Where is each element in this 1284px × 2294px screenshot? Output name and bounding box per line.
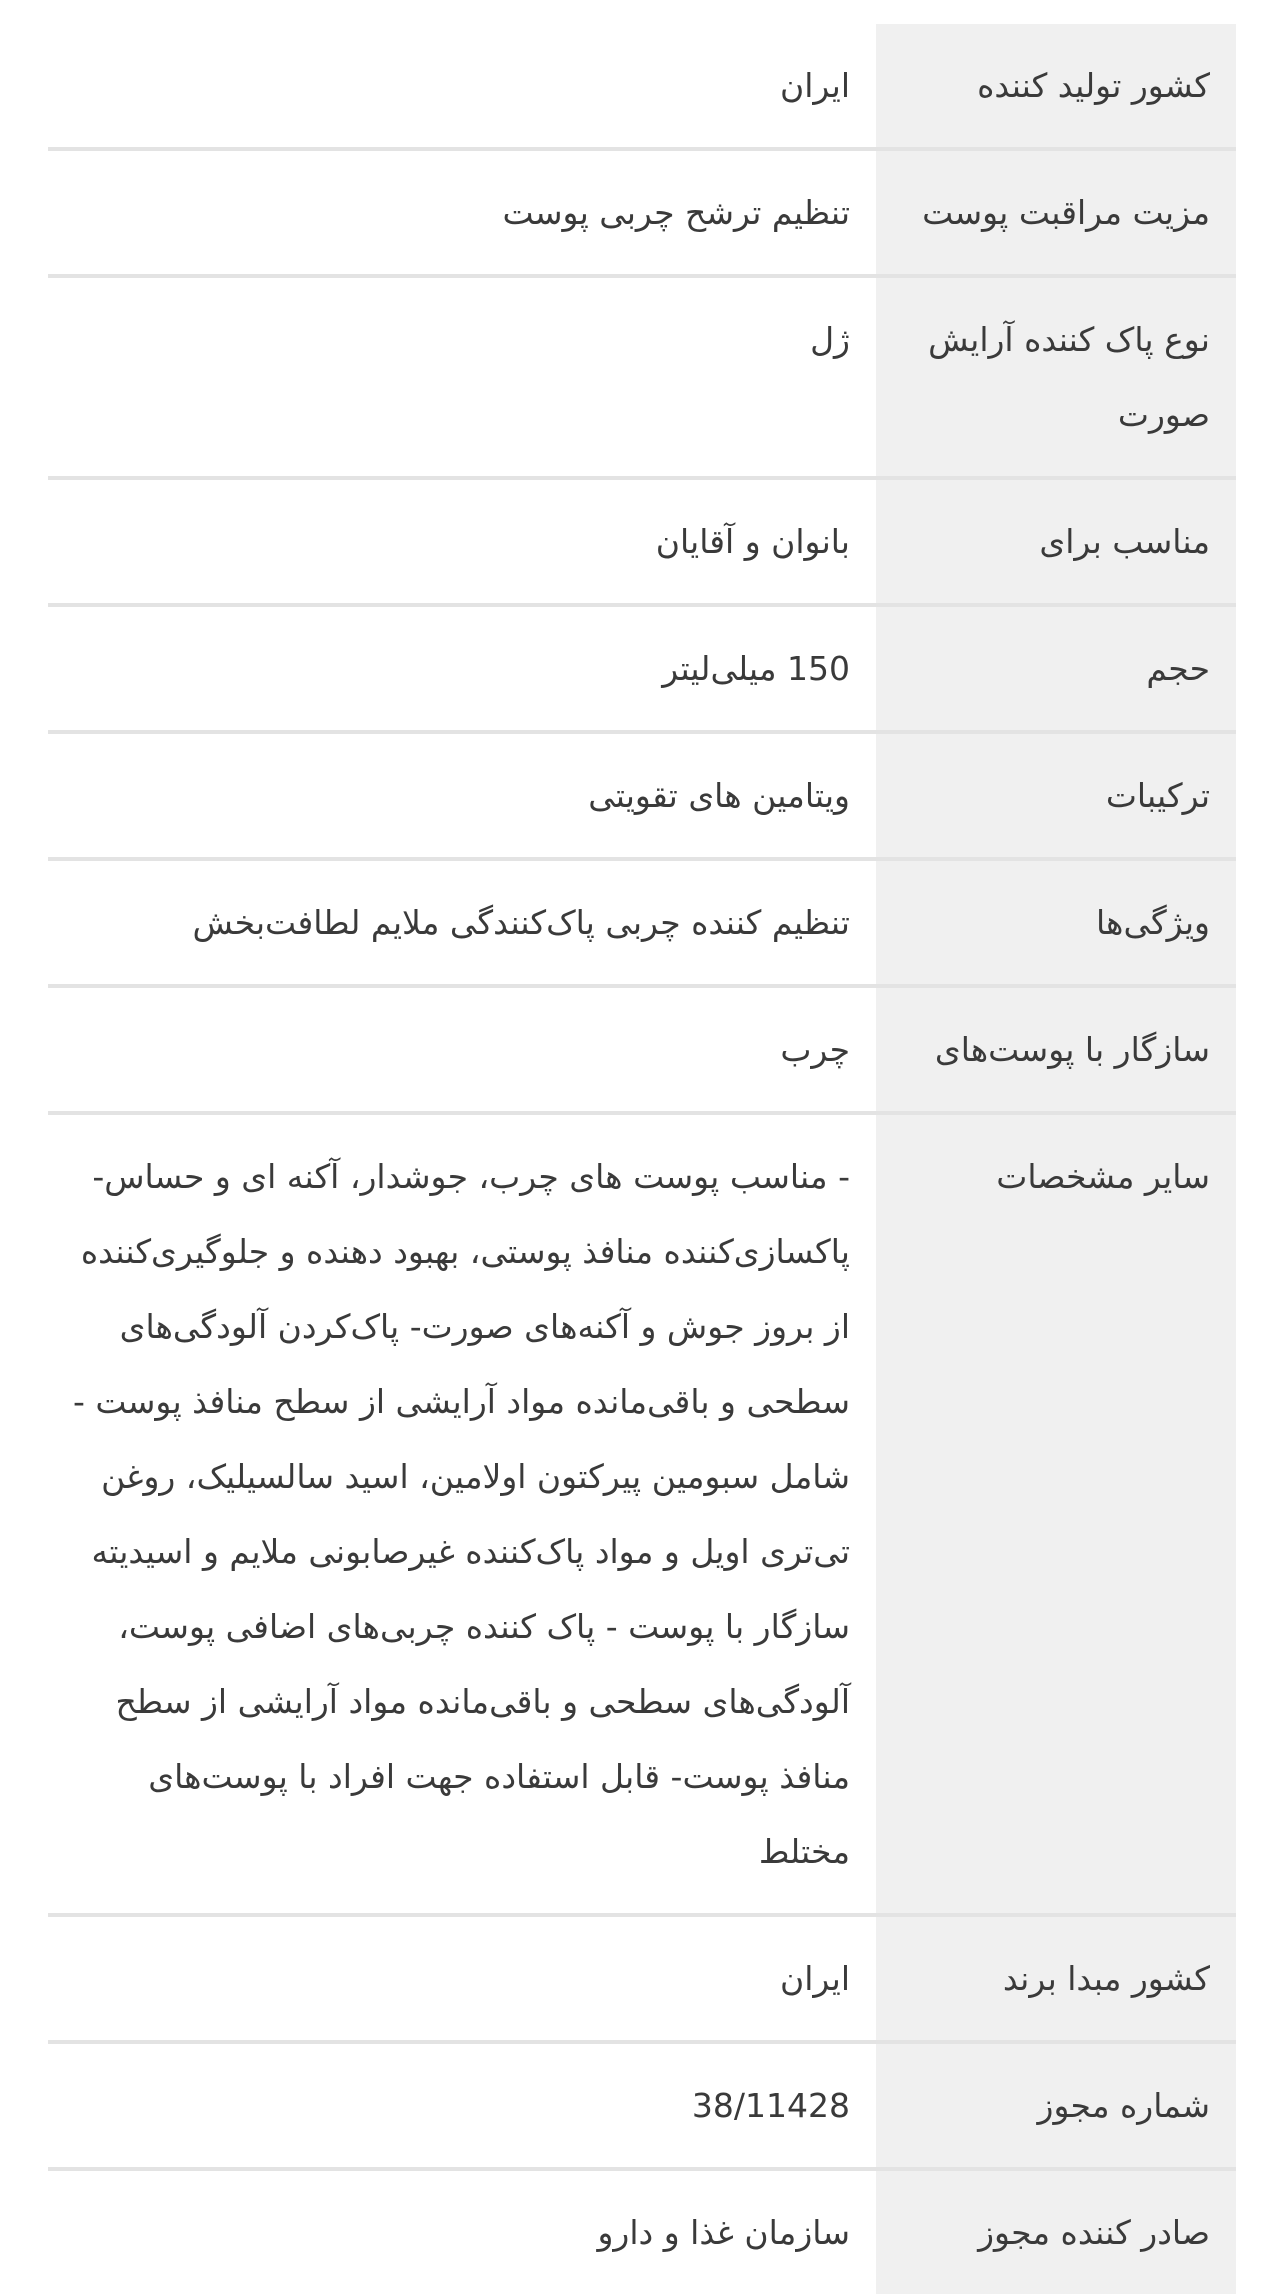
spec-row-skin-care-benefit: [48, 151, 1236, 278]
spec-value: 150 میلی‌لیتر: [48, 607, 876, 730]
spec-value: ژل: [48, 278, 876, 476]
spec-row-manufacturer-country: [48, 24, 1236, 151]
spec-label: سایر مشخصات: [876, 1115, 1236, 1913]
spec-row-skin-type: [48, 988, 1236, 1115]
spec-value: چرب: [48, 988, 876, 1111]
spec-row-cleanser-type: [48, 278, 1236, 480]
spec-label: حجم: [876, 607, 1236, 730]
spec-label: مزیت مراقبت پوست: [876, 151, 1236, 274]
spec-row-other-specs: [48, 1115, 1236, 1917]
spec-row-features: [48, 861, 1236, 988]
spec-row-license-issuer: [48, 2171, 1236, 2294]
spec-row-license-number: [48, 2044, 1236, 2171]
spec-value: تنظیم کننده چربی پاک‌کنندگی ملایم لطافت‌بخش: [48, 861, 876, 984]
spec-label: کشور تولید کننده: [876, 24, 1236, 147]
spec-value: بانوان و آقایان: [48, 480, 876, 603]
spec-row-volume: [48, 607, 1236, 734]
spec-label: مناسب برای: [876, 480, 1236, 603]
spec-label: نوع پاک کننده آرایش صورت: [876, 278, 1236, 476]
spec-label: صادر کننده مجوز: [876, 2171, 1236, 2294]
spec-row-brand-origin: [48, 1917, 1236, 2044]
spec-value: ایران: [48, 1917, 876, 2040]
spec-row-ingredients: [48, 734, 1236, 861]
spec-label: ویژگی‌ها: [876, 861, 1236, 984]
spec-label: ترکیبات: [876, 734, 1236, 857]
spec-value: ویتامین های تقویتی: [48, 734, 876, 857]
spec-value: سازمان غذا و دارو: [48, 2171, 876, 2294]
spec-label: سازگار با پوست‌های: [876, 988, 1236, 1111]
spec-value: تنظیم ترشح چربی پوست: [48, 151, 876, 274]
spec-value: 38/11428: [48, 2044, 876, 2167]
spec-row-suitable-for: [48, 480, 1236, 607]
spec-value: - مناسب پوست های چرب، جوشدار، آکنه ای و حساس- پاکسازی‌کننده منافذ پوستی، بهبود دهنده و جلوگیری‌کننده از بروز جوش و آکنه‌های صورت- پاک‌کردن آلودگی‌های سطحی و باقی‌مانده مواد آرایشی از سطح منافذ پوست - شامل سبومین پیرکتون اولامین، اسید سالسیلیک، روغن تی‌تری اویل و مواد پاک‌کننده غیرصابونی ملایم و اسیدیته سازگار با پوست - پاک کننده چربی‌های اضافی پوست، آلودگی‌های سطحی و باقی‌مانده مواد آرایشی از سطح منافذ پوست- قابل استفاده جهت افراد با پوست‌های مختلط: [48, 1115, 876, 1913]
spec-label: شماره مجوز: [876, 2044, 1236, 2167]
spec-label: کشور مبدا برند: [876, 1917, 1236, 2040]
spec-value: ایران: [48, 24, 876, 147]
product-specifications-table: [48, 24, 1236, 2294]
